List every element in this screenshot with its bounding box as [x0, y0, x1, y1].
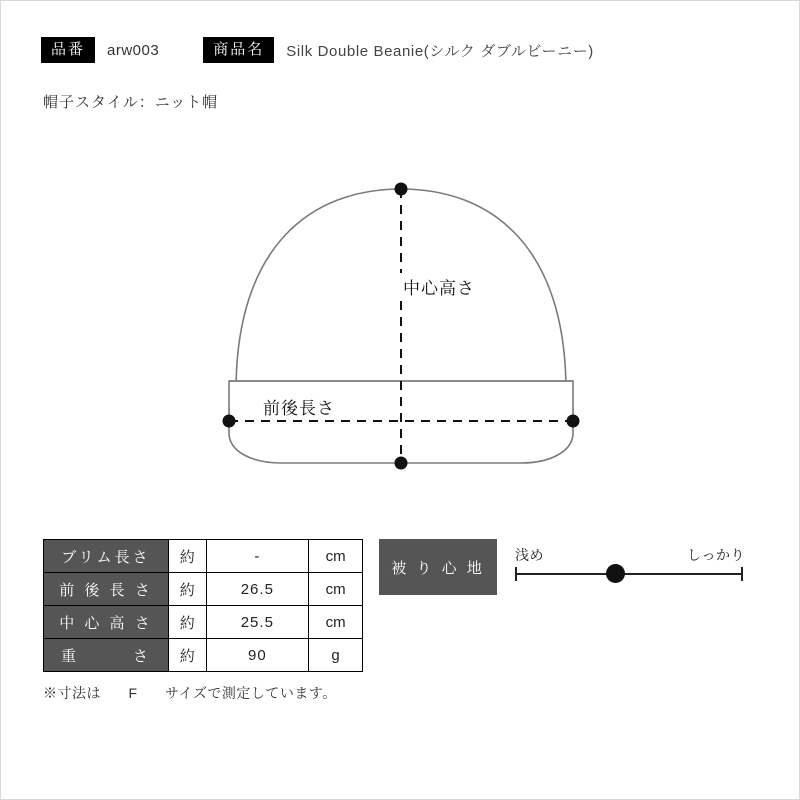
- table-row: [44, 606, 363, 639]
- note-prefix: ※寸法は: [43, 685, 101, 701]
- table-row: [44, 573, 363, 606]
- fit-left-end-label: 浅め: [515, 547, 544, 563]
- note-suffix: サイズで測定しています。: [165, 685, 337, 701]
- name-label: 商品名: [203, 37, 274, 63]
- spec-table: [43, 539, 363, 672]
- header: [41, 35, 761, 65]
- spec-value: 25.5: [206, 606, 309, 639]
- spec-value: 90: [206, 639, 309, 672]
- code-label: 品番: [41, 37, 95, 63]
- table-row: [44, 540, 363, 573]
- measure-point-top: [395, 183, 408, 196]
- spec-label: 中 心 高 さ: [44, 606, 169, 639]
- spec-value: 26.5: [206, 573, 309, 606]
- hat-drawing: [151, 151, 651, 511]
- spec-approx: 約: [168, 606, 206, 639]
- spec-label: 重 さ: [44, 639, 169, 672]
- measure-point-right: [567, 415, 580, 428]
- spec-value: -: [206, 540, 309, 573]
- table-row: [44, 639, 363, 672]
- fit-label: 被 り 心 地: [379, 539, 497, 595]
- spec-label: 前 後 長 さ: [44, 573, 169, 606]
- spec-unit: cm: [309, 573, 363, 606]
- spec-label: ブリム長さ: [44, 540, 169, 573]
- measure-point-left: [223, 415, 236, 428]
- hat-style-line: 帽子スタイル：ニット帽: [43, 94, 219, 111]
- fit-scale-area: [497, 539, 759, 595]
- center-height-label: 中心高さ: [399, 273, 479, 300]
- hat-diagram: [151, 151, 651, 511]
- fit-scale-bar: [515, 573, 743, 575]
- fit-right-end-label: しっかり: [687, 547, 745, 563]
- fit-scale-cap-left: [515, 567, 517, 581]
- note-size: F: [128, 685, 138, 701]
- fit-scale: [515, 573, 743, 575]
- spec-approx: 約: [168, 639, 206, 672]
- spec-unit: g: [309, 639, 363, 672]
- measurement-note: [43, 683, 337, 703]
- fit-marker: [606, 564, 625, 583]
- front-back-label: 前後長さ: [259, 393, 339, 420]
- code-value: arw003: [107, 41, 160, 59]
- name-value: Silk Double Beanie(シルク ダブルビーニー): [286, 42, 594, 60]
- spec-approx: 約: [168, 540, 206, 573]
- fit-scale-cap-right: [741, 567, 743, 581]
- fit-panel: [379, 539, 759, 595]
- spec-approx: 約: [168, 573, 206, 606]
- spec-unit: cm: [309, 540, 363, 573]
- spec-unit: cm: [309, 606, 363, 639]
- measure-point-bottom: [395, 457, 408, 470]
